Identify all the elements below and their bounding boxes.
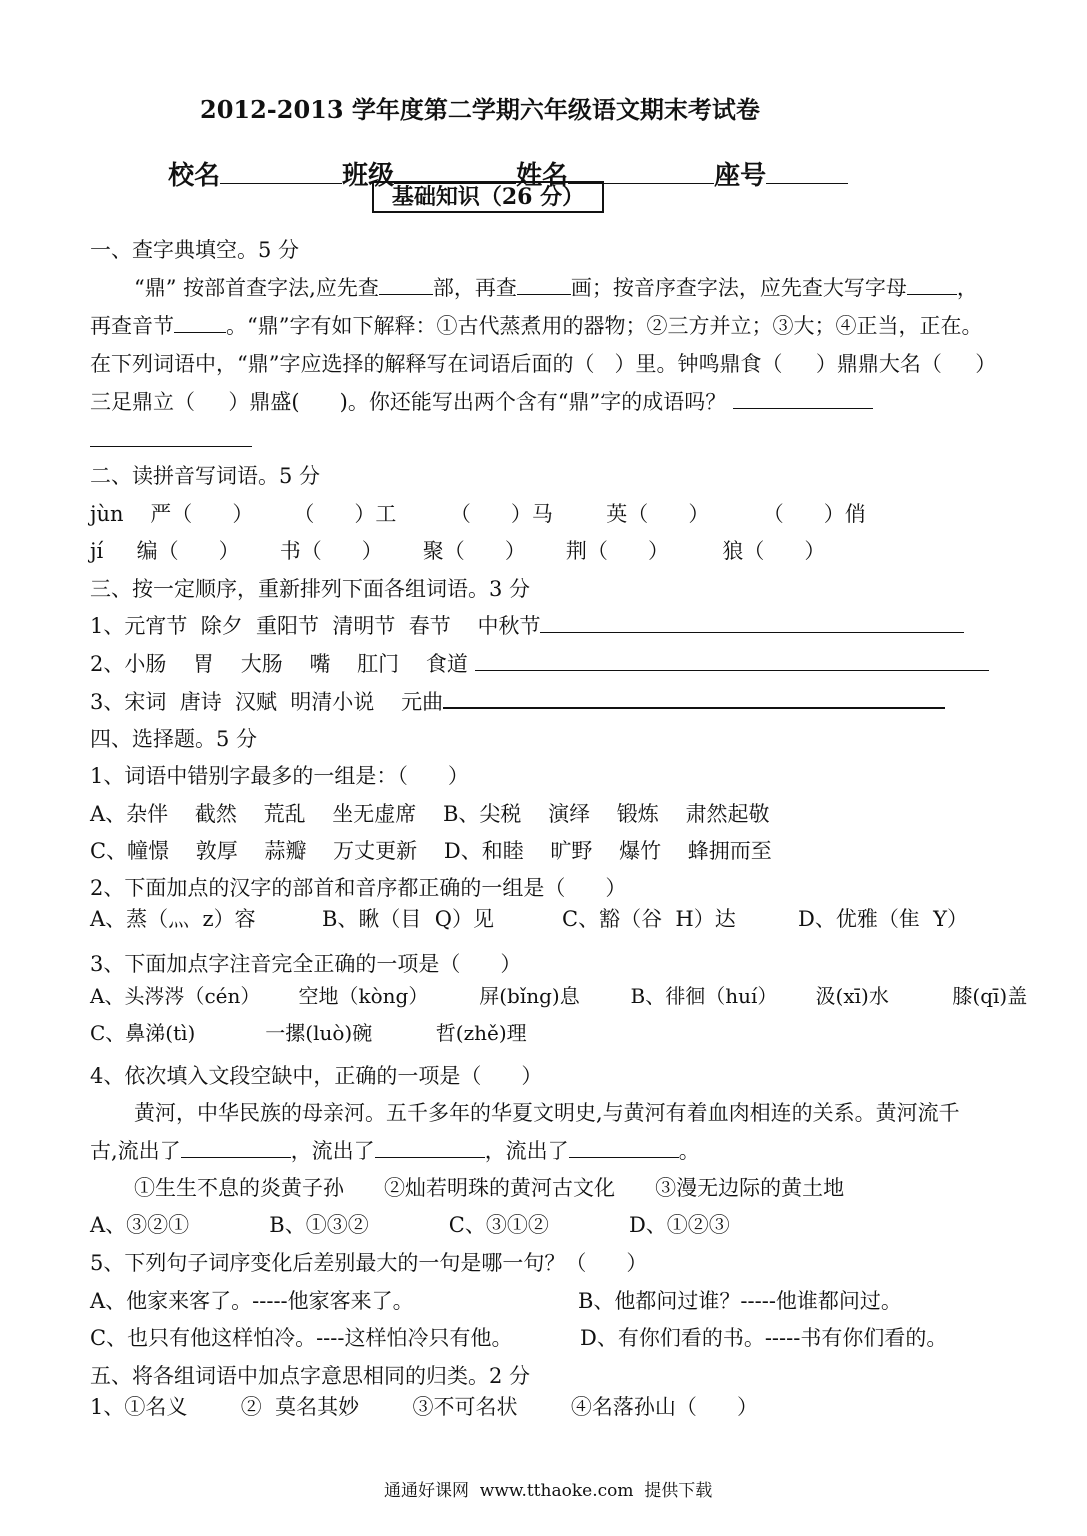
passage-blank-3[interactable]	[569, 1137, 679, 1158]
q4-s4-answers: A、③②① B、①③② C、③①② D、①②③	[90, 1213, 730, 1237]
field-class-label: 班级	[342, 161, 395, 191]
q4-s5-option-a: A、他家来客了。-----他家客来了。	[90, 1289, 414, 1313]
q3-answer-1[interactable]	[540, 612, 964, 633]
q4-s4-passage-1: 黄河，中华民族的母亲河。五千多年的华夏文明史,与黄河有着血肉相连的关系。黄河流千	[134, 1101, 960, 1125]
q3-item2: 2、小肠 胃 大肠 嘴 肛门 食道	[90, 650, 989, 678]
letter-blank[interactable]	[907, 274, 957, 295]
school-blank[interactable]	[220, 163, 342, 184]
q5-heading: 五、将各组词语中加点字意思相同的归类。2 分	[90, 1364, 531, 1388]
q2-heading: 二、读拼音写词语。5 分	[90, 464, 321, 488]
q1-line2: 再查音节 。“鼎”字有如下解释：①古代蒸煮用的器物；②三方并立；③大；④正当，正在。	[90, 314, 983, 338]
q4-s2-option-c: C、豁（谷 H）达	[562, 907, 736, 931]
radical-blank[interactable]	[379, 274, 433, 295]
field-school-label: 校名	[168, 161, 221, 191]
q4-heading: 四、选择题。5 分	[90, 727, 258, 751]
q4-s5-option-d: D、有你们看的书。-----书有你们看的。	[580, 1326, 948, 1350]
idiom-blank-1[interactable]	[733, 388, 873, 409]
field-seat-label: 座号	[714, 161, 767, 191]
q1-line3: 在下列词语中，“鼎”字应选择的解释写在词语后面的（ ）里。钟鸣鼎食（ ）鼎鼎大名（ ）	[90, 352, 997, 376]
q4-s3-question: 3、下面加点字注音完全正确的一项是（ ）	[90, 952, 522, 976]
q4-s1-options-ab: A、杂伴 截然 荒乱 坐无虚席 B、尖税 演绎 锻炼 肃然起敬	[90, 802, 770, 826]
q4-s5-option-c: C、也只有他这样怕冷。----这样怕冷只有他。	[90, 1326, 513, 1350]
q4-s2-option-d: D、优雅（隹 Y）	[798, 907, 969, 931]
q3-answer-2[interactable]	[475, 650, 989, 671]
q2-row-ji: jí 编（ ） 书（ ） 聚（ ） 荆（ ） 狼（ ）	[90, 539, 826, 563]
q4-s4-choices: ①生生不息的炎黄子孙 ②灿若明珠的黄河古文化 ③漫无边际的黄土地	[134, 1176, 845, 1200]
q4-s2-option-a: A、蒸（灬 z）容	[90, 907, 256, 931]
q3-item3: 3、宋词 唐诗 汉赋 明清小说 元曲	[90, 687, 945, 716]
syllable-blank[interactable]	[174, 312, 226, 333]
q1-heading: 一、查字典填空。5 分	[90, 238, 300, 262]
q1-line1: “鼎” 按部首查字法,应先查 部，再查 画；按音序查字法，应先查大写字母 ，	[134, 276, 978, 300]
q5-item1: 1、①名义 ② 莫名其妙 ③不可名状 ④名落孙山（ ）	[90, 1395, 758, 1419]
passage-blank-1[interactable]	[181, 1137, 291, 1158]
q4-s1-options-cd: C、幢憬 敦厚 蒜瓣 万丈更新 D、和睦 旷野 爆竹 蜂拥而至	[90, 839, 772, 863]
q3-answer-3[interactable]	[443, 687, 945, 709]
field-name-label: 姓名	[516, 161, 569, 191]
q3-item1: 1、元宵节 除夕 重阳节 清明节 春节 中秋节	[90, 612, 964, 640]
footer-credit: 通通好课网 www.tthaoke.com 提供下载	[384, 1481, 713, 1501]
passage-blank-2[interactable]	[375, 1137, 485, 1158]
q4-s4-question: 4、依次填入文段空缺中，正确的一项是（ ）	[90, 1064, 543, 1088]
q4-s1-question: 1、词语中错别字最多的一组是：（ ）	[90, 764, 469, 788]
q4-s4-passage-2: 古,流出了 ，流出了 ，流出了 。	[90, 1139, 700, 1163]
q4-s2-option-b: B、瞅（目 Q）见	[322, 907, 494, 931]
q4-s2-question: 2、下面加点的汉字的部首和音序都正确的一组是（ ）	[90, 876, 627, 900]
q4-s5-question: 5、下列句子词序变化后差别最大的一句是哪一句？（ ）	[90, 1251, 648, 1275]
q1-line4: 三足鼎立（ ）鼎盛( )。你还能写出两个含有“鼎”字的成语吗？	[90, 388, 873, 416]
section-box: 基础知识（26 分）	[372, 181, 604, 213]
q4-s3-options-c: C、鼻涕(tì) 一摞(luò)碗 哲(zhě)理	[90, 1021, 527, 1045]
q3-heading: 三、按一定顺序，重新排列下面各组词语。3 分	[90, 577, 531, 601]
q4-s3-options-ab: A、头涔涔（cén） 空地（kòng） 屏(bǐng)息 B、徘徊（huí） 汲(xī)水 膝(qī)盖	[90, 984, 1028, 1008]
q2-row-jun: jùn 严（ ） （ ）工 （ ）马 英（ ） （ ）俏	[90, 502, 866, 526]
seat-blank[interactable]	[766, 163, 848, 184]
strokes-blank[interactable]	[517, 274, 571, 295]
q4-s5-option-b: B、他都问过谁？-----他谁都问过。	[578, 1289, 902, 1313]
idiom-blank-2[interactable]	[90, 446, 252, 447]
exam-title: 2012-2013 学年度第二学期六年级语文期末考试卷	[200, 95, 760, 124]
